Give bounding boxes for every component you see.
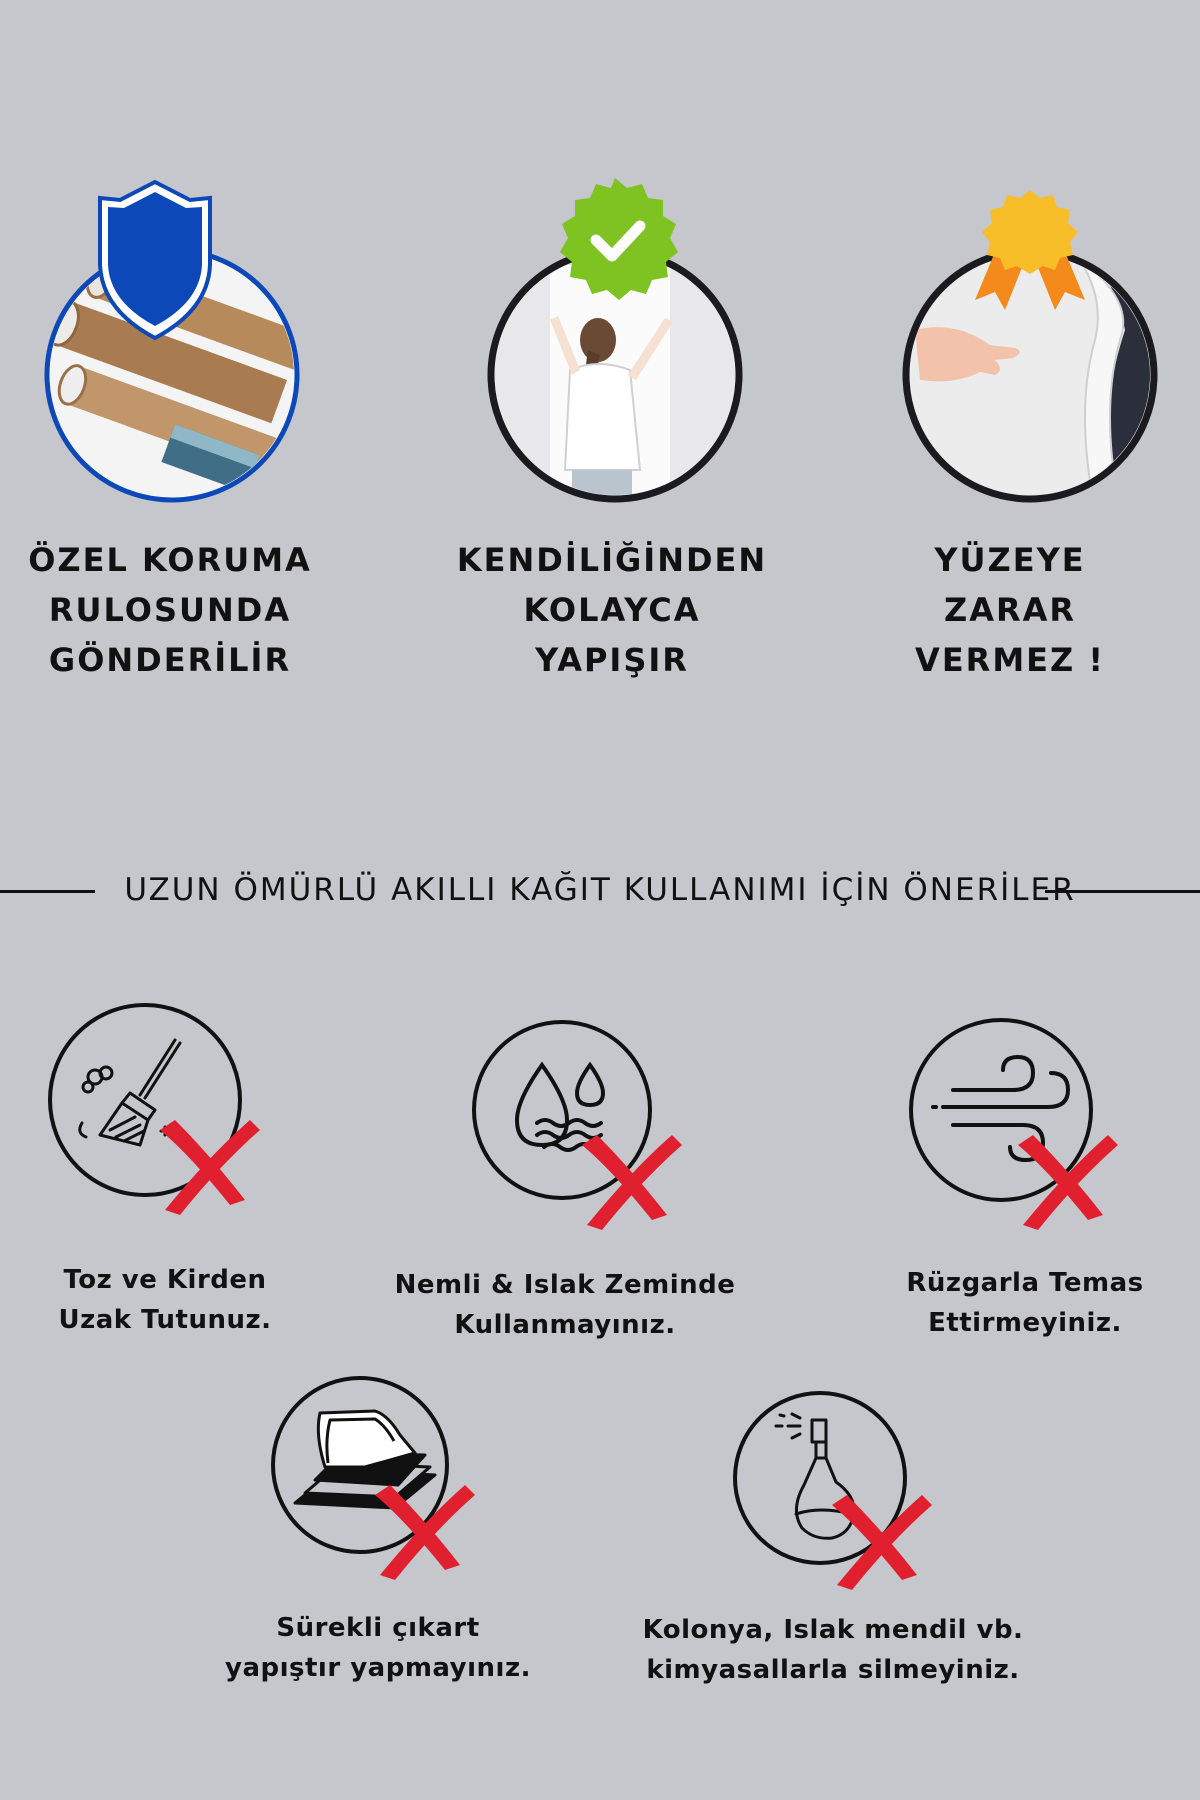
tip-chemicals [732,1390,972,1610]
feature-surface-safe-label: YÜZEYE ZARAR VERMEZ ! [915,541,1105,679]
tip-dust-label: Toz ve Kirden Uzak Tutunuz. [58,1265,272,1335]
cross-icon [1018,1135,1118,1230]
woman-applying-photo [480,170,750,510]
cross-icon [160,1120,260,1215]
tip-moisture-label: Nemli & Islak Zeminde Kullanmayınız. [394,1270,736,1340]
tip-wind [908,1015,1148,1245]
feature-surface-safe [895,170,1165,510]
section-title: UZUN ÖMÜRLÜ AKILLI KAĞIT KULLANIMI İÇİN ÖNERİLER [124,872,1076,908]
tip-moisture [472,1015,712,1245]
feature-self-adhesive [480,170,750,510]
tip-reapply-label: Sürekli çıkart yapıştır yapmayınız. [225,1613,531,1683]
feature-self-adhesive-label: KENDİLİĞİNDEN KOLAYCA YAPIŞIR [456,541,768,679]
tubes-photo [40,170,310,510]
feature-protection-label: ÖZEL KORUMA RULOSUNDA GÖNDERİLİR [28,541,312,679]
feature-protection [40,170,310,510]
tip-wind-label: Rüzgarla Temas Ettirmeyiniz. [906,1268,1144,1338]
spray-bottle-icon [776,1414,854,1538]
cross-icon [832,1495,932,1590]
peeling-paper-photo [895,170,1165,510]
tip-dust [40,995,280,1225]
cross-icon [582,1135,682,1230]
tip-chemicals-label: Kolonya, Islak mendil vb. kimyasallarla silmeyiniz. [642,1615,1024,1685]
water-drops-icon [517,1065,603,1150]
stacked-sheets-icon [295,1411,435,1508]
tip-reapply [270,1375,510,1595]
wind-icon [933,1057,1068,1160]
cross-icon [375,1485,475,1580]
